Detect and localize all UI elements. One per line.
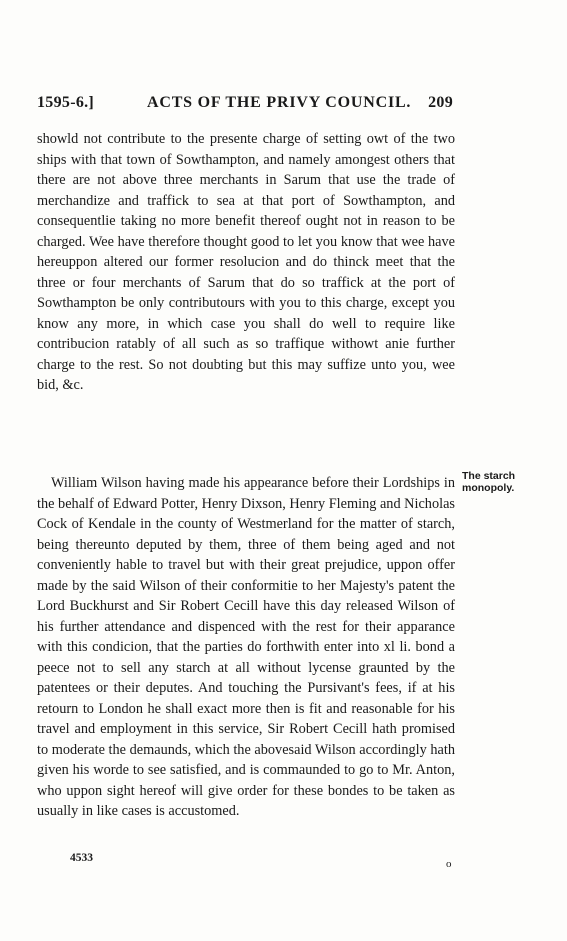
running-header [37,94,457,116]
paragraph-starch-monopoly: William Wilson having made his appearance before their Lordships in the behalf of Edward Potter, Henry Dixson, Henry Fleming and Nicholas Cock of Kendale in the county of Westmerland for the matter of starch, being thereunto deputed by them, three of them being aged and not conveniently hable to travel but with their great prejudice, uppon offer made by the said Wilson of their conformitie to her Majesty's patent the Lord Buckhurst and Sir Robert Cecill have this day released Wilson of his further attendance and dispenced with the rest for their apparance with this condicion, that the parties do forthwith enter into xl li. bond a peece not to sell any starch at all without lycense graunted by the patentees or their deputes. And touching the Pursivant's fees, if at his retourn to London he shall exact more then is fit and reasonable for his travel and employment in this service, Sir Robert Cecill hath promised to moderate the demaunds, which the abovesaid Wilson accordingly hath given his worde to see satisfied, and is commaunded to go to Mr. Anton, who uppon sight hereof will give order for these bondes to be taken as usually in like cases is accustomed. [37,475,455,819]
header-title: ACTS OF THE PRIVY COUNCIL. [147,94,412,111]
page-number: 209 [428,94,453,111]
paragraph-letter-conclusion: showld not contribute to the presente charge of setting owt of the two ships with that town of Sowthampton, and namely amongest others that there are not above three merchants in Sarum that use the trade of merchandize and traffick to sea at that port of Sowthampton, and consequentlie taking no more benefit thereof ought not in reason to be charged. Wee have therefore thought good to let you know that wee have hereuppon altered our former resolucion and do thinck meet that the three or four merchants of Sarum that do so traffick at the port of Sowthampton be only contributours with you to this charge, except you know any more, in which case you shall do well to require like contribucion ratably of all such as so traffique withowt anie further charge to the rest. So not doubting but this may suffize unto you, wee bid, &c. [37,131,455,393]
header-year: 1595-6.] [37,94,95,111]
margin-sidenote: The starch monopoly. [462,470,516,494]
footer-mark: o [446,858,452,870]
signature-mark: 4533 [70,852,93,864]
